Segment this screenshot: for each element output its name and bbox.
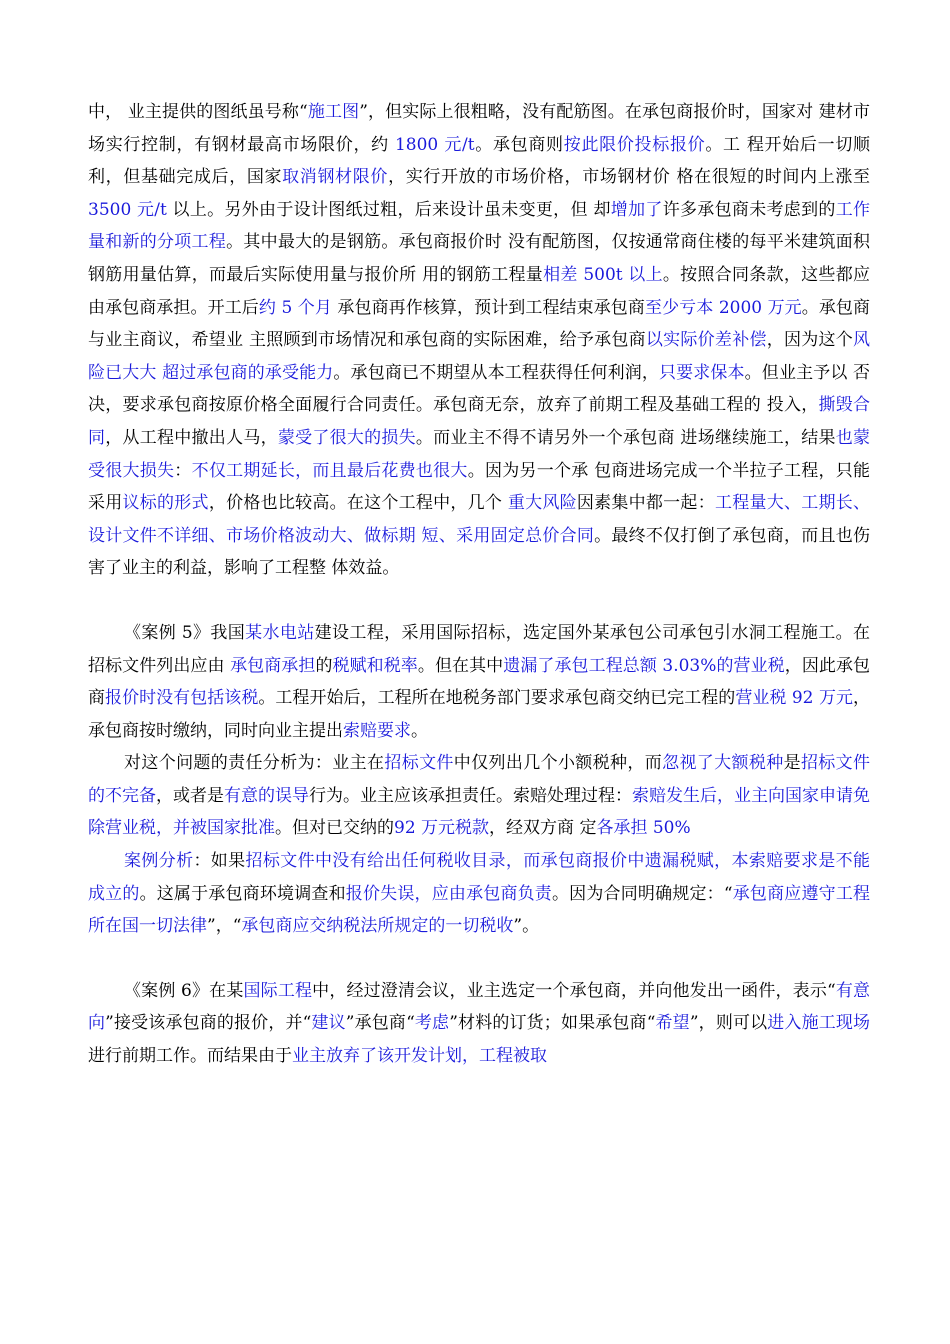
body-text: ，从工程中撤出人马，: [105, 427, 278, 448]
highlighted-text: 国际工程: [243, 980, 313, 1001]
highlighted-text: 3500 元/t: [88, 199, 167, 220]
body-text: 。因为另一个承 包商进场完成一个半拉子工程，只能采用: [88, 460, 871, 514]
highlighted-text: 招标文件: [384, 753, 454, 774]
highlighted-text: 报价失误，应由承包商负责: [345, 883, 552, 904]
highlighted-text: 案例分析: [124, 851, 194, 872]
body-text: 对这个问题的责任分析为：业主在: [124, 753, 385, 774]
highlighted-text: 按此限价投标报价: [563, 134, 706, 155]
body-text: 中仅列出几个小额税种，而: [453, 753, 663, 774]
highlighted-text: 承包商应交纳税法所规定的一切税收: [241, 916, 514, 937]
highlighted-text: 约 5 个月: [258, 297, 332, 318]
highlighted-text: 有意向: [88, 980, 871, 1034]
body-text: 中， 业主提供的图纸虽号称“: [88, 102, 308, 122]
body-text: 。其中最大的是钢筋。承包商报价时 没有配筋图，仅按通常商住楼的每平米建筑面积钢筋用量估算，而最后实际使用量与报价所 用的钢筋工程量: [88, 232, 870, 285]
highlighted-text: 增加了: [610, 199, 663, 220]
highlighted-text: 蒙受了很大的损失: [277, 427, 416, 448]
paragraph-case5-commentary: [88, 845, 870, 943]
body-text: ”承包商“: [345, 1013, 415, 1034]
highlighted-text: 忽视了大额税种: [662, 753, 784, 774]
body-text: 《案例 6》在某: [124, 980, 244, 1001]
highlighted-text: 税赋和税率: [332, 655, 418, 676]
highlighted-text: 1800 元/t: [394, 134, 475, 155]
body-text: ”，则可以: [689, 1013, 768, 1034]
body-text: ”接受该承包商的报价，并“: [105, 1013, 312, 1034]
body-text: 。但在其中: [417, 655, 504, 676]
body-text: 因素集中都一起：: [576, 493, 715, 514]
body-text: 。工 程开始后一切顺利，但基础完成后，国家: [88, 134, 871, 188]
body-text: ，价格也比较高。在这个工程中，几个: [208, 493, 508, 514]
body-text: ：: [174, 460, 192, 481]
body-text: 。承包商已不期望从本工程获得任何利润，: [333, 362, 659, 383]
body-text: 建设工程，采用国际招标，选定国外某承包公司承包引水洞工程施工。在招标文件列出应由: [88, 622, 870, 676]
body-text: 许多承包商未考虑到的: [662, 199, 836, 220]
highlighted-text: 业主放弃了该开发计划，工程被取: [292, 1046, 547, 1067]
highlighted-text: 也蒙受很大损失: [88, 427, 871, 481]
body-text: ”材料的订货；如果承包商“: [449, 1013, 656, 1034]
highlighted-text: 议标的形式: [122, 493, 209, 514]
body-text: 。承包商则: [474, 134, 564, 155]
highlighted-text: 工作量和新的分项工程: [88, 199, 871, 253]
highlighted-text: 考虑: [414, 1013, 450, 1034]
highlighted-text: 承包商应遵守工程所在国一切法律: [88, 883, 871, 937]
body-text: 。工程开始后，工程所在地税务部门要求承包商交纳已完工程的: [258, 688, 736, 709]
highlighted-text: 招标文件中没有给出任何税收目录，而承包商报价中遗漏税赋，本索赔要求是不能成立的: [88, 851, 871, 904]
highlighted-text: 取消钢材限价: [282, 167, 389, 188]
paragraph-gap: [88, 585, 870, 617]
body-text: 以上。另外由于设计图纸过粗，后来设计虽未变更，但 却: [166, 199, 611, 220]
highlighted-text: 施工图: [307, 102, 360, 122]
highlighted-text: 进入施工现场: [767, 1013, 871, 1034]
highlighted-text: 遗漏了承包工程总额 3.03%的营业税: [503, 655, 785, 676]
body-text: 。而业主不得不请另外一个承包商 进场继续施工，结果: [415, 427, 836, 448]
body-text: 。因为合同明确规定：“: [552, 883, 733, 904]
body-text: ”，“: [207, 916, 242, 937]
body-text: 行为。业主应该承担责任。索赔处理过程：: [309, 785, 632, 806]
paragraph-case6-intro: [88, 975, 870, 1073]
body-text: 进行前期工作。而结果由于: [88, 1046, 292, 1067]
highlighted-text: 以实际价差补偿: [645, 330, 767, 351]
body-text: ，承包商按时缴纳，同时向业主提出: [88, 688, 871, 741]
body-text: ，因为这个: [766, 330, 854, 351]
paragraph-case5-analysis: [88, 747, 870, 845]
highlighted-text: 承包商承担: [230, 655, 316, 676]
highlighted-text: 有意的误导: [224, 785, 309, 806]
body-text: 。但业主予以 否决，要求承包商按原价格全面履行合同责任。承包商无奈，放弃了前期工程及基础工程的 投入，: [88, 362, 871, 416]
highlighted-text: 不仅工期延长，而且最后花费也很大: [191, 460, 468, 481]
highlighted-text: 建议: [311, 1013, 346, 1034]
body-text: 《案例 5》我国: [124, 622, 246, 643]
highlighted-text: 各承担 50%: [596, 818, 691, 839]
body-text: 。: [411, 720, 428, 741]
highlighted-text: 招标文件的不完备: [88, 753, 871, 806]
highlighted-text: 索赔要求: [343, 720, 411, 741]
body-text: ，经双方商 定: [489, 818, 597, 839]
body-text: 是: [783, 753, 801, 774]
highlighted-text: 风险已大大 超过承包商的承受能力: [88, 330, 871, 383]
body-text: 。这属于承包商环境调查和: [139, 883, 346, 904]
highlighted-text: 至少亏本 2000 万元: [644, 297, 802, 318]
body-text: 。但对已交纳的: [275, 818, 394, 839]
highlighted-text: 92 万元税款: [394, 818, 490, 839]
body-text: ，因此承包商: [88, 655, 871, 709]
body-text: ”，但实际上很粗略，没有配筋图。在承包商报价时，国家对 建材市场实行控制，有钢材最高市场限价，约: [88, 102, 870, 155]
body-text: 。承包商与业主商议，希望业 主照顾到市场情况和承包商的实际困难，给予承包商: [88, 297, 871, 351]
body-text: 的: [315, 655, 333, 676]
body-text: 中，经过澄清会议，业主选定一个承包商，并向他发出一函件，表示“: [312, 980, 836, 1001]
highlighted-text: 重大风险: [507, 493, 577, 514]
paragraph-gap: [88, 943, 870, 975]
highlighted-text: 撕毁合同: [88, 395, 870, 448]
body-text: ”。: [513, 916, 540, 937]
body-text: 承包商再作核算，预计到工程结束承包商: [331, 297, 645, 318]
highlighted-text: 相差 500t 以上: [543, 264, 663, 285]
paragraph-case5-intro: [88, 617, 870, 747]
highlighted-text: 只要求保本: [658, 362, 745, 383]
paragraph-case4-continued: [88, 96, 870, 585]
body-text: ，实行开放的市场价格，市场钢材价 格在很短的时间内上涨至: [388, 167, 871, 188]
highlighted-text: 索赔发生后，业主向国家申请免除营业税，并被国家批准: [88, 785, 870, 839]
highlighted-text: 希望: [655, 1013, 690, 1034]
highlighted-text: 报价时没有包括该税: [105, 688, 259, 709]
body-text: 。最终不仅打倒了承包商，而且也伤害了业主的利益，影响了工程整 体效益。: [88, 525, 871, 579]
body-text: 。按照合同条款，这些都应由承包商承担。开工后: [88, 264, 870, 318]
document-page: [88, 96, 870, 1073]
highlighted-text: 工程量大、工期长、设计文件不详细、市场价格波动大、做标期 短、采用固定总价合同: [88, 493, 871, 546]
highlighted-text: 某水电站: [245, 622, 315, 643]
body-text: ：如果: [193, 851, 246, 872]
body-text: ，或者是: [156, 785, 224, 806]
highlighted-text: 营业税 92 万元: [735, 688, 854, 709]
